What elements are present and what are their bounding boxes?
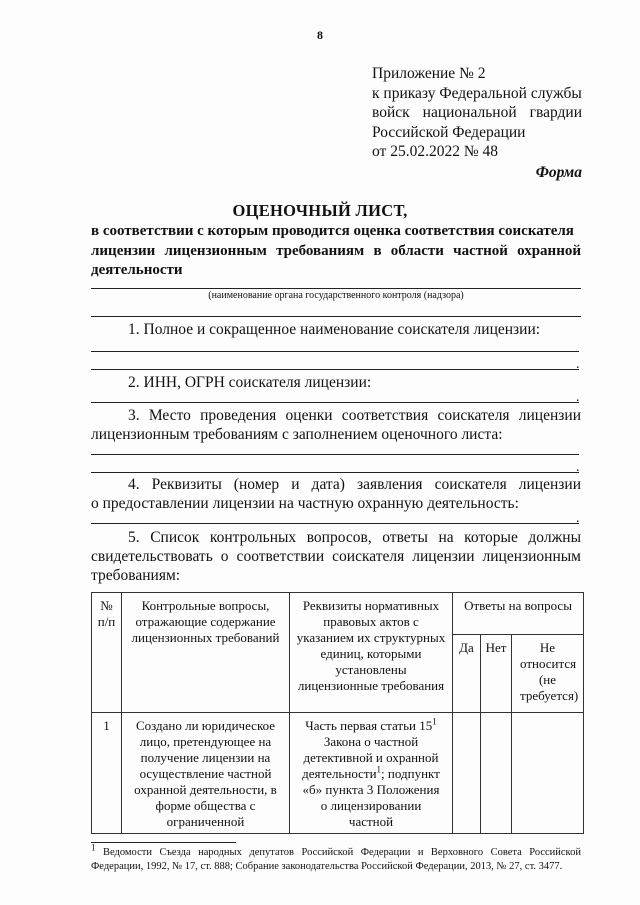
row-1-requisites-c: ; подпункт «б» пункта 3 Положения о лицензировании частной bbox=[302, 766, 440, 829]
header-line-5: от 25.02.2022 № 48 bbox=[372, 143, 498, 160]
header-questions: Контрольные вопросы, отражающие содержание лицензионных требований bbox=[122, 593, 290, 713]
row-1-num: 1 bbox=[92, 713, 122, 834]
row-1-footnote-ref-1: 1 bbox=[432, 716, 437, 727]
authority-caption: (наименование органа государственного контроля (надзора) bbox=[208, 290, 464, 301]
document-title: ОЦЕНОЧНЫЙ ЛИСТ, bbox=[232, 201, 408, 220]
page-number: 8 bbox=[317, 28, 323, 42]
footnote-marker: 1 bbox=[91, 842, 96, 853]
header-requisites: Реквизиты нормативных правовых актов с указанием их структурных единиц, которыми установлены лицензионные требования bbox=[290, 593, 453, 713]
form-label: Форма bbox=[535, 164, 582, 181]
item-4-line-1: 4. Реквизиты (номер и дата) заявления соискателя лицензии bbox=[128, 476, 581, 493]
item-3-fill-line-1 bbox=[91, 454, 579, 455]
subtitle-line-1: в соответствии с которым проводится оценка соответствия соискателя bbox=[91, 223, 574, 239]
header-line-2: к приказу Федеральной службы bbox=[372, 84, 582, 102]
header-num: № п/п bbox=[92, 593, 122, 713]
table-row bbox=[92, 713, 584, 834]
item-4-line-2: о предоставлении лицензии на частную охранную деятельность: bbox=[91, 495, 519, 512]
subtitle-line-2: лицензии лицензионным требованиям в области частной охранной bbox=[91, 242, 581, 259]
header-not-applicable: Не относится (не требуется) bbox=[512, 635, 584, 713]
row-1-not-applicable-cell[interactable] bbox=[512, 713, 584, 834]
item-5-line-1: 5. Список контрольных вопросов, ответы на которые должны bbox=[128, 529, 581, 546]
row-1-footnote-ref-2: 1 bbox=[376, 764, 382, 775]
authority-fill-line-2 bbox=[91, 316, 581, 317]
item-1-fill-line-2 bbox=[91, 369, 579, 370]
item-2-fill-line bbox=[91, 402, 579, 403]
checklist-table bbox=[91, 592, 584, 834]
item-3-period: . bbox=[576, 460, 580, 475]
item-1-label: 1. Полное и сокращенное наименование соискателя лицензии: bbox=[128, 321, 541, 338]
header-line-4: Российской Федерации bbox=[372, 123, 526, 141]
subtitle-line-3: деятельности bbox=[91, 262, 183, 278]
header-answers: Ответы на вопросы bbox=[453, 593, 584, 635]
item-4-period: . bbox=[576, 511, 580, 526]
item-2-period: . bbox=[576, 390, 580, 405]
row-1-question: Создано ли юридическое лицо, претендующее на получение лицензии на осуществление частной охранной деятельности, в форме общества с ограниченной bbox=[122, 713, 290, 834]
row-1-requisites-b: Закона о частной детективной и охранной деятельности bbox=[302, 734, 439, 781]
item-4-fill-line bbox=[91, 523, 579, 524]
header-line-3: войск национальной гвардии bbox=[372, 104, 582, 121]
row-1-no-cell[interactable] bbox=[481, 713, 512, 834]
item-1-period: . bbox=[576, 357, 580, 372]
item-5-line-2: свидетельствовать о соответствии соискателя лицензии лицензионным bbox=[91, 548, 581, 565]
footnote-rule bbox=[91, 842, 236, 843]
footnote bbox=[91, 842, 581, 874]
item-3-line-2: лицензионным требованиям с заполнением оценочного листа: bbox=[91, 426, 503, 443]
appendix-header bbox=[372, 64, 582, 162]
header-line-1: Приложение № 2 bbox=[372, 65, 486, 82]
header-no: Нет bbox=[481, 635, 512, 713]
row-1-requisites-a: Часть первая статьи 15 bbox=[305, 718, 433, 733]
item-5-line-3: требованиям: bbox=[91, 567, 181, 584]
item-2-label: 2. ИНН, ОГРН соискателя лицензии: bbox=[128, 374, 372, 391]
row-1-requisites bbox=[290, 713, 453, 834]
document-subtitle bbox=[91, 222, 581, 281]
header-yes: Да bbox=[453, 635, 481, 713]
item-1-fill-line-1 bbox=[91, 351, 579, 352]
row-1-yes-cell[interactable] bbox=[453, 713, 481, 834]
authority-fill-line bbox=[91, 288, 581, 289]
item-3-fill-line-2 bbox=[91, 472, 579, 473]
footnote-text: Ведомости Съезда народных депутатов Российской Федерации и Верховного Совета Российской Федерации, 1992, № 17, ст. 888; Собрание законодательства Российской Федерации, 2013, № 27, ст. 3477. bbox=[91, 847, 581, 872]
item-3-line-1: 3. Место проведения оценки соответствия соискателя лицензии bbox=[128, 407, 581, 424]
